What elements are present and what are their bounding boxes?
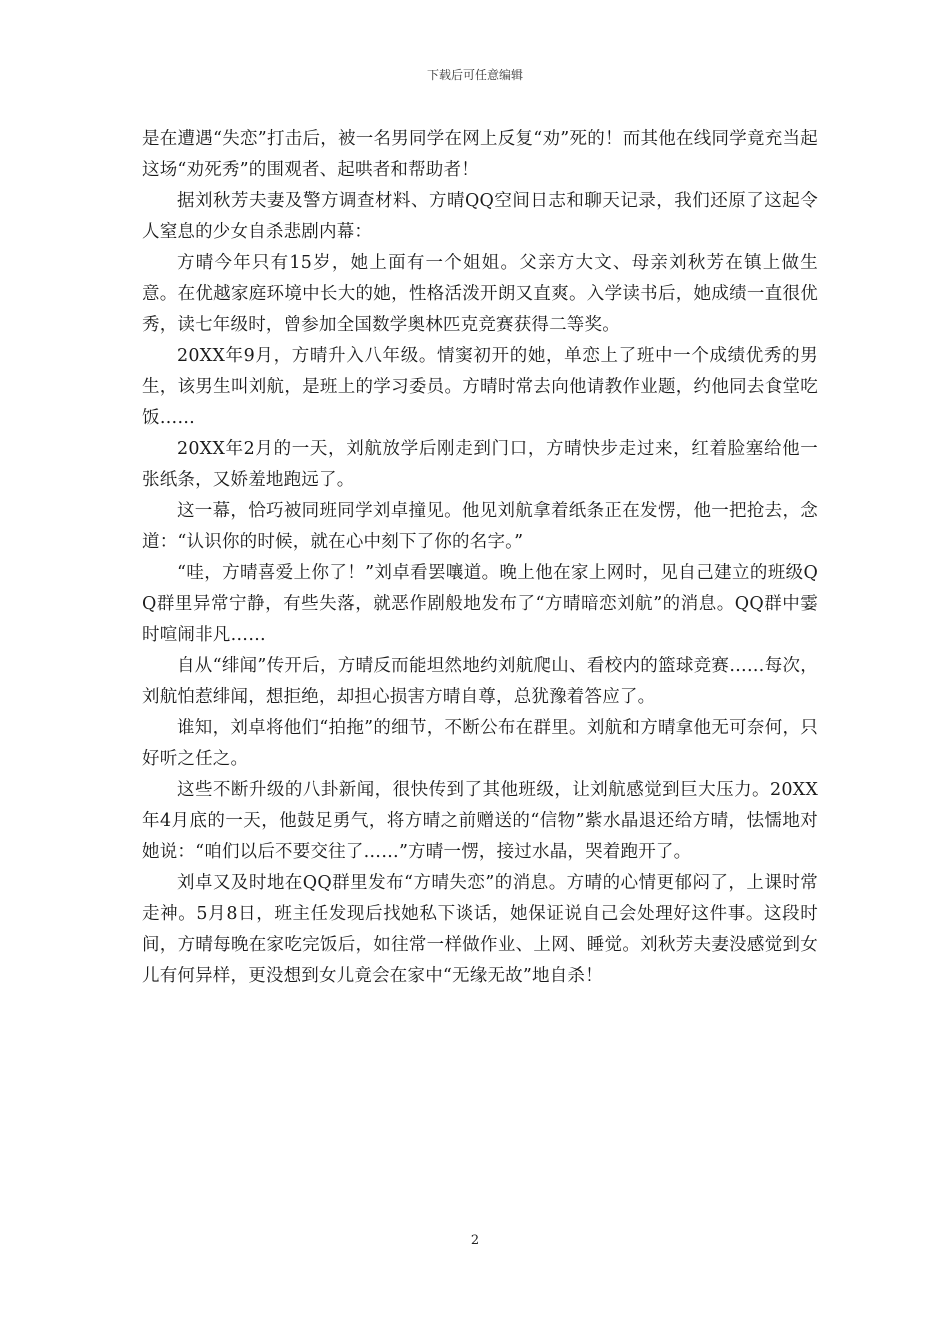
- paragraph-1: 是在遭遇“失恋”打击后，被一名男同学在网上反复“劝”死的！而其他在线同学竟充当起这场“劝死秀”的围观者、起哄者和帮助者！: [142, 129, 818, 180]
- paragraph-3: 方晴今年只有15岁，她上面有一个姐姐。父亲方大文、母亲刘秋芳在镇上做生意。在优越家庭环境中长大的她，性格活泼开朗又直爽。入学读书后，她成绩一直很优秀，读七年级时，曾参加全国数学奥林匹克竞赛获得二等奖。: [142, 253, 818, 335]
- page-header: 下载后可任意编辑: [426, 68, 523, 82]
- document-body: [142, 124, 818, 992]
- paragraph-4: 20XX年9月，方晴升入八年级。情窦初开的她，单恋上了班中一个成绩优秀的男生，该男生叫刘航，是班上的学习委员。方晴时常去向他请教作业题，约他同去食堂吃饭……: [142, 346, 818, 428]
- page-number: 2: [470, 1233, 480, 1248]
- paragraph-10: 这些不断升级的八卦新闻，很快传到了其他班级，让刘航感觉到巨大压力。20XX年4月底的一天，他鼓足勇气，将方晴之前赠送的“信物”紫水晶退还给方晴，怯懦地对她说：“咱们以后不要交往了……”方晴一愣，接过水晶，哭着跑开了。: [142, 780, 818, 862]
- paragraph-6: 这一幕，恰巧被同班同学刘卓撞见。他见刘航拿着纸条正在发愣，他一把抢去，念道：“认识你的时候，就在心中刻下了你的名字。”: [142, 501, 818, 552]
- paragraph-7: “哇，方晴喜爱上你了！”刘卓看罢嚷道。晚上他在家上网时，见自己建立的班级QQ群里异常宁静，有些失落，就恶作剧般地发布了“方晴暗恋刘航”的消息。QQ群中霎时喧闹非凡……: [142, 563, 818, 645]
- paragraph-9: 谁知，刘卓将他们“拍拖”的细节，不断公布在群里。刘航和方晴拿他无可奈何，只好听之任之。: [142, 718, 818, 769]
- paragraph-8: 自从“绯闻”传开后，方晴反而能坦然地约刘航爬山、看校内的篮球竞赛……每次，刘航怕惹绯闻，想拒绝，却担心损害方晴自尊，总犹豫着答应了。: [142, 656, 818, 707]
- paragraph-5: 20XX年2月的一天，刘航放学后刚走到门口，方晴快步走过来，红着脸塞给他一张纸条，又娇羞地跑远了。: [142, 439, 818, 490]
- paragraph-11: 刘卓又及时地在QQ群里发布“方晴失恋”的消息。方晴的心情更郁闷了，上课时常走神。5月8日，班主任发现后找她私下谈话，她保证说自己会处理好这件事。这段时间，方晴每晚在家吃完饭后，如往常一样做作业、上网、睡觉。刘秋芳夫妻没感觉到女儿有何异样，更没想到女儿竟会在家中“无缘无故”地自杀！: [142, 873, 818, 986]
- paragraph-2: 据刘秋芳夫妻及警方调查材料、方晴QQ空间日志和聊天记录，我们还原了这起令人窒息的少女自杀悲剧内幕：: [142, 191, 818, 242]
